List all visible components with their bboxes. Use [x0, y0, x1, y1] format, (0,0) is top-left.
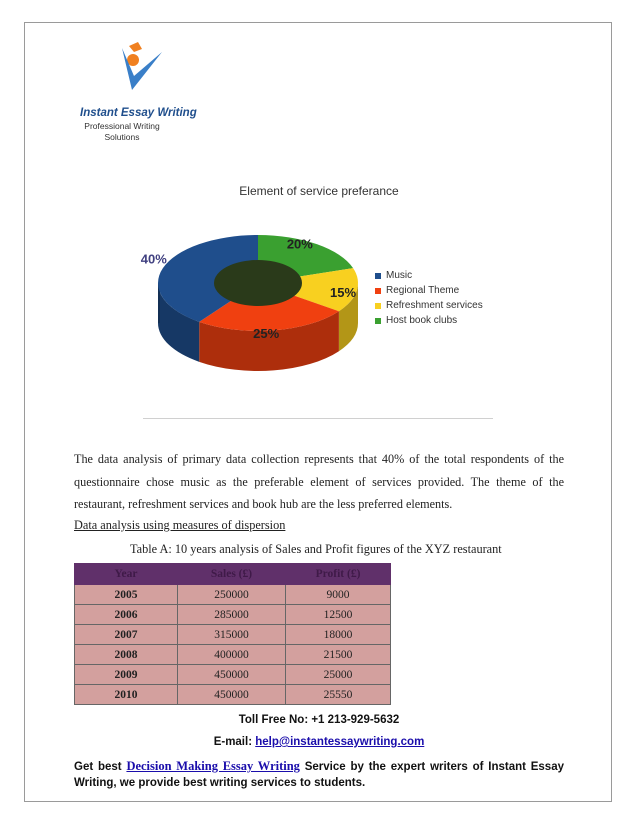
pie-label-refreshment-services: 15%: [330, 284, 357, 300]
legend-item: [375, 298, 483, 313]
legend-item: [375, 283, 483, 298]
legend-swatch: [375, 318, 381, 324]
column-header-profit: Profit (£): [286, 564, 391, 585]
legend-label: Refreshment services: [386, 300, 483, 311]
cell-profit: 18000: [286, 625, 391, 645]
cell-sales: 250000: [178, 585, 286, 605]
cell-sales: 285000: [178, 605, 286, 625]
cell-sales: 450000: [178, 665, 286, 685]
chart-divider: [143, 418, 493, 419]
email-link[interactable]: help@instantessaywriting.com: [255, 736, 425, 748]
column-header-year: Year: [75, 564, 178, 585]
paragraph-line: the restaurant, refreshment services and book hub are the less preferred elements.: [74, 474, 565, 511]
footer-suffix: Service by the expert writers of Instant Essay Writing, we provide best writing services to students.: [74, 761, 564, 789]
logo-subtitle: Professional Writing Solutions: [84, 121, 160, 142]
cell-profit: 21500: [286, 645, 391, 665]
decision-making-essay-link[interactable]: Decision Making Essay Writing: [126, 759, 300, 773]
legend-item: [375, 268, 483, 283]
table-row: [75, 585, 391, 605]
footer-prefix: Get best: [74, 761, 127, 773]
toll-free-number: Toll Free No: +1 213-929-5632: [238, 714, 400, 726]
cell-year: 2007: [75, 625, 178, 645]
cell-sales: 450000: [178, 685, 286, 705]
legend-label: Host book clubs: [386, 315, 458, 326]
cell-year: 2005: [75, 585, 178, 605]
legend-label: Music: [386, 270, 413, 281]
pie-label-host-book-clubs: 20%: [286, 236, 313, 252]
table-row: [75, 665, 391, 685]
table-row: [75, 625, 391, 645]
analysis-paragraph: [74, 448, 564, 516]
pie-label-music: 40%: [140, 251, 167, 267]
cell-profit: 12500: [286, 605, 391, 625]
cell-profit: 9000: [286, 585, 391, 605]
paragraph-line: The data analysis of primary data collection represents that 40% of the total respondents: [74, 452, 530, 466]
legend-swatch: [375, 288, 381, 294]
cell-year: 2008: [75, 645, 178, 665]
table-row: [75, 645, 391, 665]
cell-year: 2006: [75, 605, 178, 625]
column-header-sales: Sales (£): [178, 564, 286, 585]
legend-swatch: [375, 303, 381, 309]
pie-label-regional-theme: 25%: [253, 325, 280, 341]
chart-title: Element of service preferance: [239, 184, 399, 198]
footer-promo: [74, 758, 564, 791]
logo-title: Instant Essay Writing: [80, 107, 197, 119]
cell-sales: 315000: [178, 625, 286, 645]
section-heading: Data analysis using measures of dispersion: [74, 518, 286, 532]
contact-email-line: [0, 736, 638, 748]
legend-label: Regional Theme: [386, 285, 460, 296]
cell-profit: 25550: [286, 685, 391, 705]
cell-sales: 400000: [178, 645, 286, 665]
pie-chart: [140, 235, 380, 395]
email-label: E-mail:: [213, 736, 256, 748]
legend-item: [375, 313, 483, 328]
legend-swatch: [375, 273, 381, 279]
pie-hole: [214, 260, 302, 306]
table-row: [75, 605, 391, 625]
sales-profit-table: [74, 563, 391, 705]
cell-year: 2009: [75, 665, 178, 685]
table-caption: Table A: 10 years analysis of Sales and Profit figures of the XYZ restaurant: [130, 542, 502, 556]
cell-year: 2010: [75, 685, 178, 705]
table-row: [75, 685, 391, 705]
chart-legend: [375, 268, 483, 328]
cell-profit: 25000: [286, 665, 391, 685]
paragraph-line: of the questionnaire chose music as the preferable element of services provided. The theme of: [74, 452, 565, 489]
